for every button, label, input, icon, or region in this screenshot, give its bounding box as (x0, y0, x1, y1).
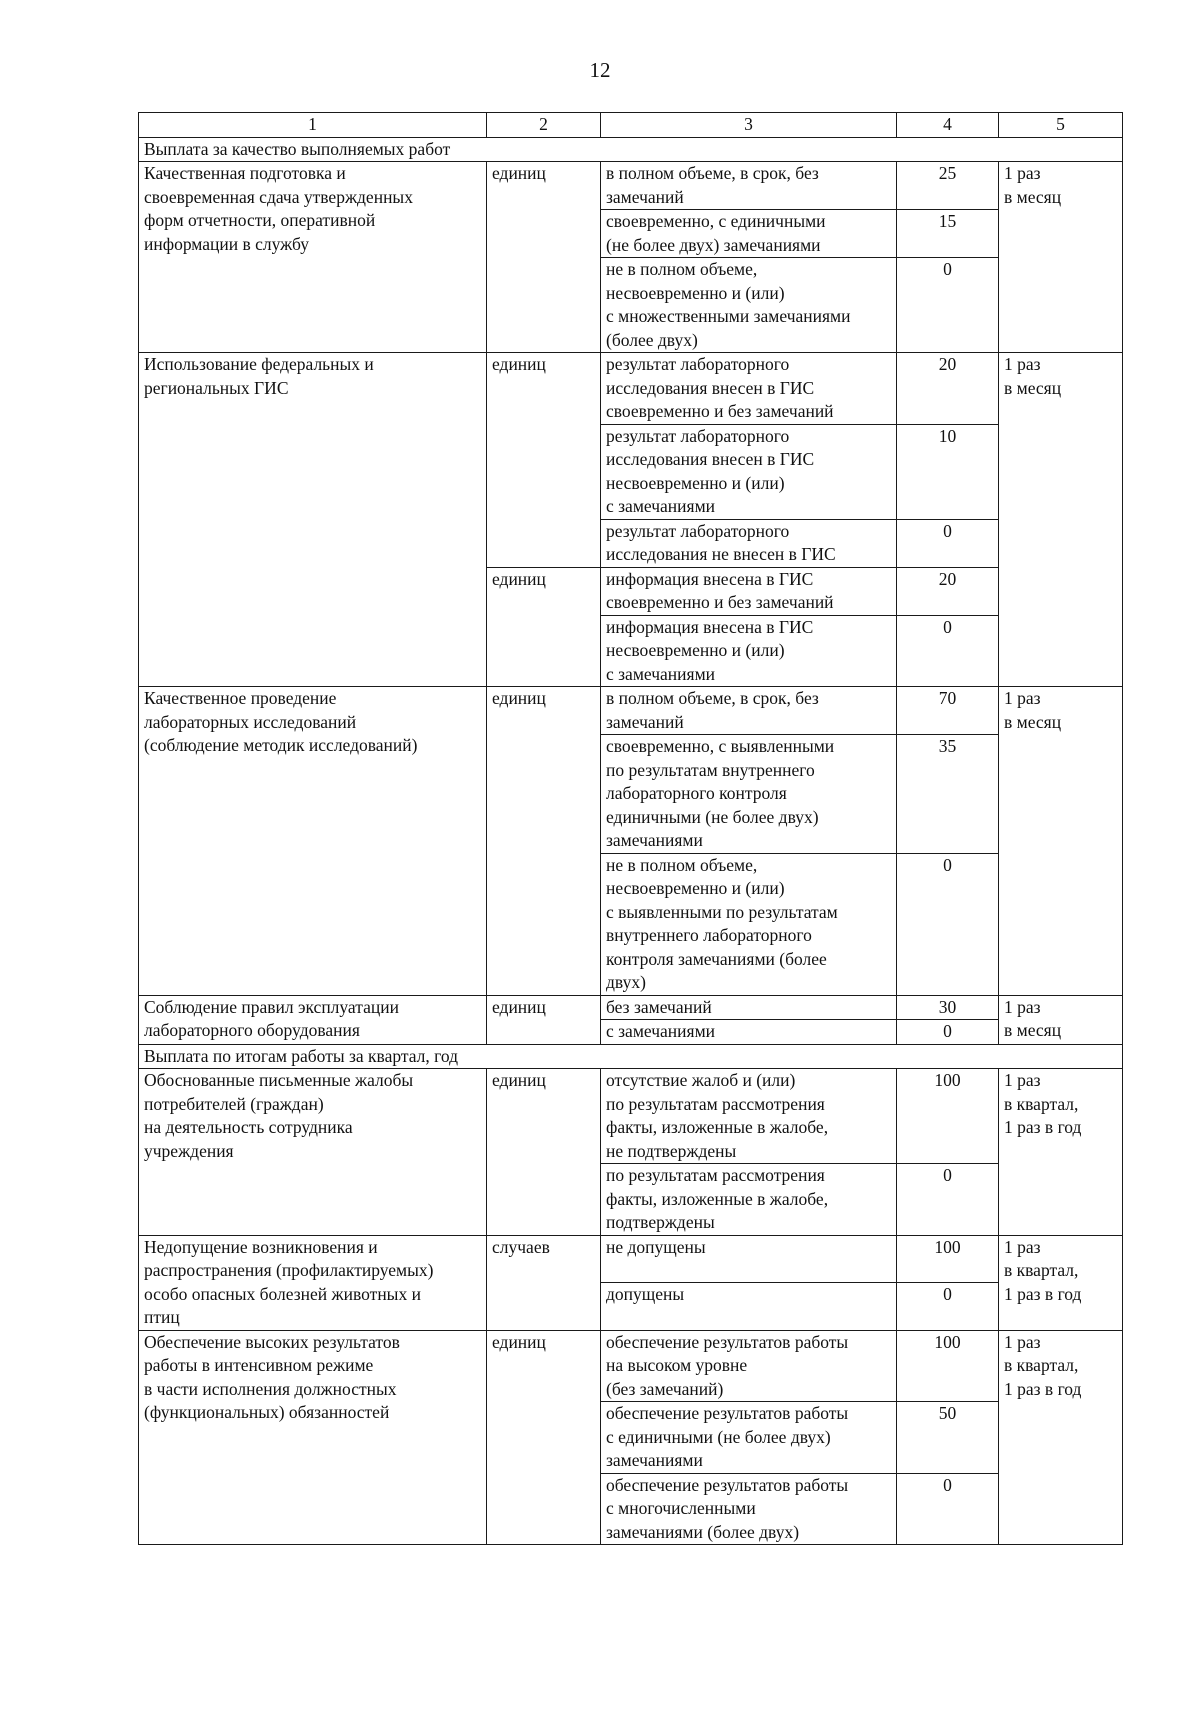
criterion-row (139, 353, 1123, 425)
indicator-name: Качественная подготовка и своевременная сдача утвержденных форм отчетности, оперативной информации в службу (139, 162, 487, 353)
criterion-text: информация внесена в ГИС несвоевременно и (или) с замечаниями (601, 615, 897, 687)
criterion-points: 10 (897, 424, 999, 519)
criterion-row (139, 162, 1123, 210)
unit-of-measure: случаев (487, 1235, 601, 1330)
unit-of-measure: единиц (487, 1330, 601, 1545)
criterion-text: обеспечение результатов работы с многочисленными замечаниями (более двух) (601, 1473, 897, 1545)
payment-frequency: 1 раз в квартал, 1 раз в год (999, 1235, 1123, 1330)
criterion-points: 15 (897, 210, 999, 258)
indicator-name: Использование федеральных и региональных ГИС (139, 353, 487, 687)
criterion-text: результат лабораторного исследования не внесен в ГИС (601, 519, 897, 567)
criterion-row (139, 995, 1123, 1020)
criterion-text: в полном объеме, в срок, без замечаний (601, 162, 897, 210)
payment-frequency: 1 раз в месяц (999, 687, 1123, 996)
criterion-points: 35 (897, 735, 999, 854)
criterion-text: не допущены (601, 1235, 897, 1283)
payment-frequency: 1 раз в месяц (999, 162, 1123, 353)
indicator-name: Обоснованные письменные жалобы потребителей (граждан) на деятельность сотрудника учреждения (139, 1069, 487, 1236)
criterion-points: 100 (897, 1330, 999, 1402)
criterion-points: 0 (897, 258, 999, 353)
payment-frequency: 1 раз в месяц (999, 353, 1123, 687)
criterion-text: по результатам рассмотрения факты, изложенные в жалобе, подтверждены (601, 1164, 897, 1236)
criterion-text: отсутствие жалоб и (или) по результатам рассмотрения факты, изложенные в жалобе, не подтверждены (601, 1069, 897, 1164)
criterion-text: своевременно, с выявленными по результатам внутреннего лабораторного контроля единичными (не более двух) замечаниями (601, 735, 897, 854)
section-title: Выплата за качество выполняемых работ (139, 137, 1123, 162)
criterion-row (139, 1235, 1123, 1283)
column-number: 1 (139, 113, 487, 138)
criterion-points: 30 (897, 995, 999, 1020)
unit-of-measure: единиц (487, 1069, 601, 1236)
indicator-name: Обеспечение высоких результатов работы в интенсивном режиме в части исполнения должностных (функциональных) обязанностей (139, 1330, 487, 1545)
unit-of-measure: единиц (487, 353, 601, 568)
criterion-text: без замечаний (601, 995, 897, 1020)
criterion-row (139, 1330, 1123, 1402)
criterion-text: допущены (601, 1283, 897, 1331)
unit-of-measure: единиц (487, 995, 601, 1044)
column-number: 5 (999, 113, 1123, 138)
payment-frequency: 1 раз в месяц (999, 995, 1123, 1044)
section-row (139, 1044, 1123, 1069)
criterion-points: 0 (897, 1283, 999, 1331)
criterion-points: 0 (897, 1164, 999, 1236)
criterion-points: 70 (897, 687, 999, 735)
payment-frequency: 1 раз в квартал, 1 раз в год (999, 1069, 1123, 1236)
unit-of-measure: единиц (487, 567, 601, 687)
criterion-points: 100 (897, 1069, 999, 1164)
criterion-points: 0 (897, 853, 999, 995)
indicator-name: Соблюдение правил эксплуатации лабораторного оборудования (139, 995, 487, 1044)
table-body (139, 113, 1123, 1545)
criterion-row (139, 1069, 1123, 1164)
criterion-points: 20 (897, 567, 999, 615)
criterion-text: своевременно, с единичными (не более двух) замечаниями (601, 210, 897, 258)
criterion-points: 0 (897, 615, 999, 687)
criterion-text: в полном объеме, в срок, без замечаний (601, 687, 897, 735)
criterion-points: 0 (897, 1020, 999, 1045)
section-title: Выплата по итогам работы за квартал, год (139, 1044, 1123, 1069)
column-number: 3 (601, 113, 897, 138)
criterion-points: 20 (897, 353, 999, 425)
criterion-text: обеспечение результатов работы с единичными (не более двух) замечаниями (601, 1402, 897, 1474)
column-number: 4 (897, 113, 999, 138)
criterion-points: 100 (897, 1235, 999, 1283)
column-number: 2 (487, 113, 601, 138)
criterion-points: 25 (897, 162, 999, 210)
criterion-text: обеспечение результатов работы на высоком уровне (без замечаний) (601, 1330, 897, 1402)
column-number-row (139, 113, 1123, 138)
unit-of-measure: единиц (487, 687, 601, 996)
page-number: 12 (589, 58, 611, 82)
criterion-text: не в полном объеме, несвоевременно и (или) с выявленными по результатам внутреннего лабораторного контроля замечаниями (более двух) (601, 853, 897, 995)
criterion-points: 0 (897, 519, 999, 567)
criterion-text: результат лабораторного исследования внесен в ГИС несвоевременно и (или) с замечаниями (601, 424, 897, 519)
criterion-text: результат лабораторного исследования внесен в ГИС своевременно и без замечаний (601, 353, 897, 425)
indicators-table (138, 112, 1123, 1545)
criterion-points: 0 (897, 1473, 999, 1545)
criterion-text: информация внесена в ГИС своевременно и без замечаний (601, 567, 897, 615)
criterion-text: не в полном объеме, несвоевременно и (или) с множественными замечаниями (более двух) (601, 258, 897, 353)
section-row (139, 137, 1123, 162)
payment-frequency: 1 раз в квартал, 1 раз в год (999, 1330, 1123, 1545)
unit-of-measure: единиц (487, 162, 601, 353)
criterion-row (139, 687, 1123, 735)
indicator-name: Недопущение возникновения и распространения (профилактируемых) особо опасных болезней животных и птиц (139, 1235, 487, 1330)
criterion-points: 50 (897, 1402, 999, 1474)
criterion-text: с замечаниями (601, 1020, 897, 1045)
indicator-name: Качественное проведение лабораторных исследований (соблюдение методик исследований) (139, 687, 487, 996)
